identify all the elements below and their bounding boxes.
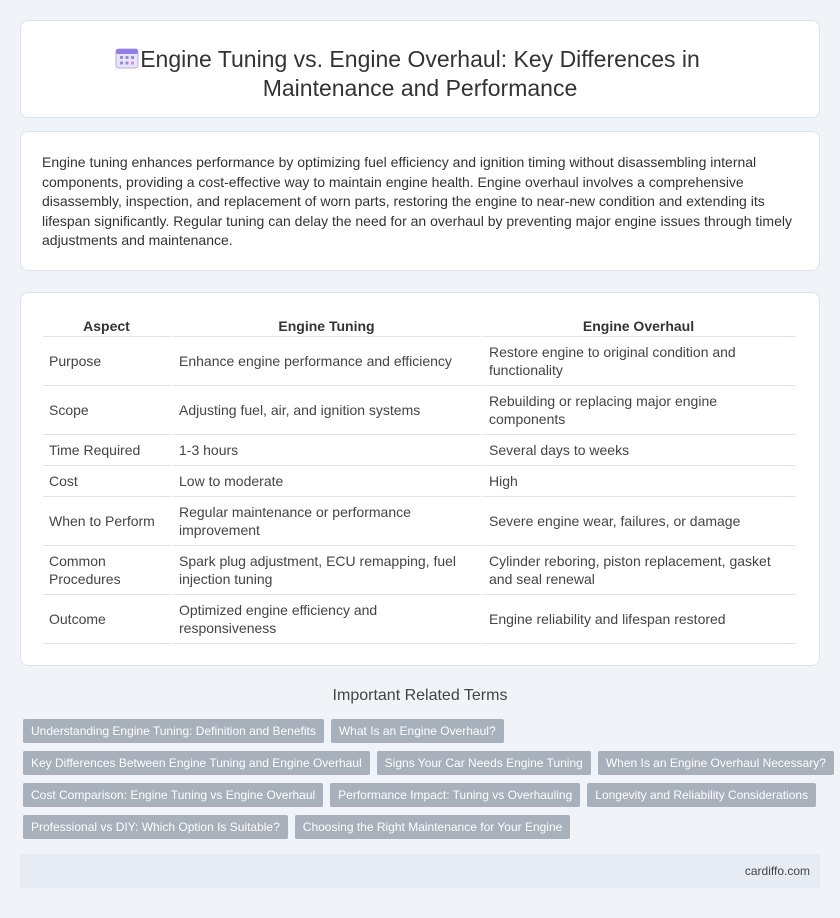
table-cell: Severe engine wear, failures, or damage <box>483 497 797 546</box>
intro-paragraph: Engine tuning enhances performance by optimizing fuel efficiency and ignition timing without disassembling internal components, providing a cost-effective way to maintain engine health. Engine overhaul involves a comprehensive disassembly, inspection, and replacement of worn parts, restoring the engine to near-new condition and extending its lifespan significantly. Regular tuning can delay the need for an overhaul by preventing major engine issues through timely adjustments and maintenance. <box>42 154 792 249</box>
related-terms-list <box>23 719 826 847</box>
table-cell: Engine reliability and lifespan restored <box>483 595 797 644</box>
table-cell: When to Perform <box>43 497 173 546</box>
table-cell: Restore engine to original condition and functionality <box>483 337 797 386</box>
related-term-tag[interactable]: Professional vs DIY: Which Option Is Suitable? <box>23 815 288 839</box>
related-terms-title: Important Related Terms <box>332 687 508 704</box>
header-aspect: Aspect <box>43 313 173 337</box>
table-row <box>43 497 797 546</box>
table-row <box>43 386 797 435</box>
table-cell: Purpose <box>43 337 173 386</box>
table-cell: Rebuilding or replacing major engine components <box>483 386 797 435</box>
table-cell: Enhance engine performance and efficiency <box>173 337 483 386</box>
table-cell: Scope <box>43 386 173 435</box>
table-cell: Time Required <box>43 435 173 466</box>
table-cell: 1-3 hours <box>173 435 483 466</box>
related-term-tag[interactable]: Choosing the Right Maintenance for Your Engine <box>295 815 571 839</box>
related-term-tag[interactable]: Understanding Engine Tuning: Definition and Benefits <box>23 719 324 743</box>
related-term-tag[interactable]: Cost Comparison: Engine Tuning vs Engine Overhaul <box>23 783 323 807</box>
related-term-tag[interactable]: What Is an Engine Overhaul? <box>331 719 504 743</box>
intro-card <box>20 131 820 271</box>
table-cell: Cost <box>43 466 173 497</box>
related-term-tag[interactable]: Key Differences Between Engine Tuning and Engine Overhaul <box>23 751 370 775</box>
related-term-tag[interactable]: When Is an Engine Overhaul Necessary? <box>598 751 834 775</box>
table-cell: High <box>483 466 797 497</box>
table-row <box>43 466 797 497</box>
table-row <box>43 337 797 386</box>
table-cell: Low to moderate <box>173 466 483 497</box>
page-title <box>21 45 819 103</box>
header-engine-tuning: Engine Tuning <box>173 313 483 337</box>
table-cell: Several days to weeks <box>483 435 797 466</box>
table-row <box>43 546 797 595</box>
site-name[interactable]: cardiffo.com <box>744 864 810 878</box>
related-term-tag[interactable]: Performance Impact: Tuning vs Overhauling <box>330 783 580 807</box>
page-title-line2: Maintenance and Performance <box>262 75 578 101</box>
table-cell: Optimized engine efficiency and responsiveness <box>173 595 483 644</box>
table-cell: Regular maintenance or performance improvement <box>173 497 483 546</box>
comparison-table-card <box>20 292 820 666</box>
header-engine-overhaul: Engine Overhaul <box>483 313 797 337</box>
table-cell: Spark plug adjustment, ECU remapping, fuel injection tuning <box>173 546 483 595</box>
footer <box>20 854 820 888</box>
table-cell: Cylinder reboring, piston replacement, gasket and seal renewal <box>483 546 797 595</box>
table-row <box>43 595 797 644</box>
related-term-tag[interactable]: Longevity and Reliability Considerations <box>587 783 816 807</box>
table-row <box>43 435 797 466</box>
table-cell: Common Procedures <box>43 546 173 595</box>
table-cell: Outcome <box>43 595 173 644</box>
page-title-line1: Engine Tuning vs. Engine Overhaul: Key Differences in <box>140 46 700 72</box>
comparison-table <box>43 313 797 644</box>
related-term-tag[interactable]: Signs Your Car Needs Engine Tuning <box>377 751 591 775</box>
table-cell: Adjusting fuel, air, and ignition systems <box>173 386 483 435</box>
title-card <box>20 20 820 118</box>
